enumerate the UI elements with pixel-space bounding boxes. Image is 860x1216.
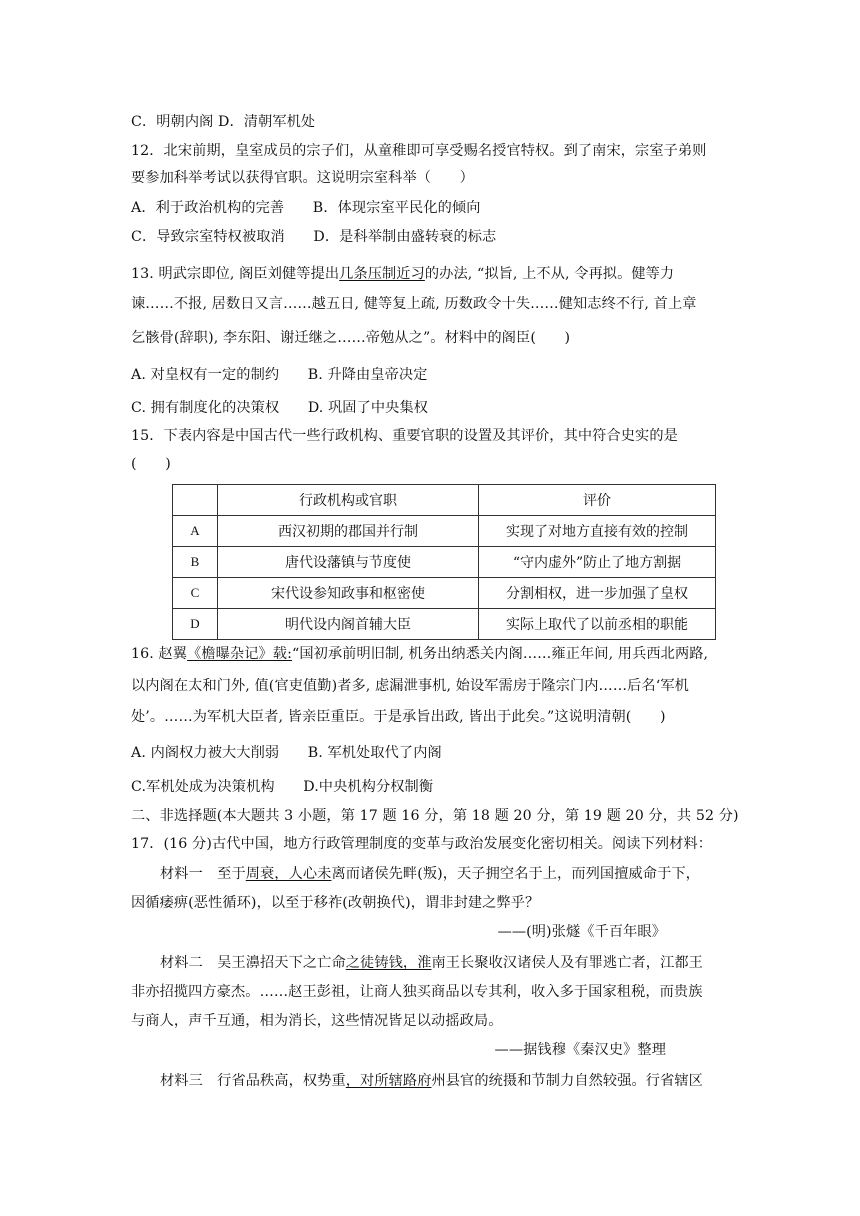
table-cell-evaluation: 分割相权，进一步加强了皇权 — [479, 578, 716, 609]
q16-stem-line2: 以内阁在太和门外, 值(官吏值勤)者多, 虑漏泄事机, 始设军需房于隆宗门内……后名‘军机 — [131, 678, 689, 694]
q13-options-cd: C. 拥有制度化的决策权 D. 巩固了中央集权 — [131, 400, 429, 416]
q17-stem: 17．(16 分)古代中国，地方行政管理制度的变革与政治发展变化密切相关。阅读下列材料： — [131, 836, 713, 852]
table-cell-option: A — [173, 516, 218, 547]
material-one-line2: 因循痿痹(恶性循环)，以至于移祚(改朝换代)，谓非封建之弊乎？ — [131, 895, 540, 911]
table-header-row — [173, 485, 716, 516]
table-cell-institution: 明代设内阁首辅大臣 — [218, 609, 479, 640]
m1-underlined: 周衰，人心未 — [245, 866, 332, 882]
material-two-line1 — [160, 953, 730, 973]
q15-stem-line2: ( ) — [131, 456, 171, 472]
material-one-source: ——(明)张燧《千百年眼》 — [497, 924, 666, 940]
table-header-cell: 行政机构或官职 — [218, 485, 479, 516]
material-two-line3: 与商人，声千互通，相为消长，这些情况皆足以动摇政局。 — [131, 1013, 503, 1029]
q16-options-cd: C.军机处成为决策机构 D.中央机构分权制衡 — [131, 779, 434, 795]
table-row — [173, 609, 716, 640]
m3-underlined: ，对所辖路府 — [345, 1073, 432, 1089]
m2-text-b: 南王长聚收汉诸侯人及有罪逃亡者，江都王 — [431, 955, 703, 971]
q12-options-cd: C．导致宗室特权被取消 D．是科举制由盛转衰的标志 — [131, 229, 497, 245]
q16-options-ab: A. 内阁权力被大大削弱 B. 军机处取代了内阁 — [131, 745, 442, 761]
m3-text-a: 材料三 行省品秩高，权势重 — [160, 1073, 346, 1089]
table-cell-institution: 西汉初期的郡国并行制 — [218, 516, 479, 547]
m1-text-a: 材料一 至于 — [160, 866, 246, 882]
m2-underlined: 之徒铸钱，淮 — [345, 955, 432, 971]
q13-text-b: 的办法, “拟旨, 上不从, 令再拟。健等力 — [424, 266, 675, 282]
q16-stem-line1 — [131, 644, 731, 664]
table-header-cell — [173, 485, 218, 516]
table-cell-evaluation: 实现了对地方直接有效的控制 — [479, 516, 716, 547]
q13-underlined: 几条压制近习 — [339, 266, 425, 282]
q15-stem-line1: 15．下表内容是中国古代一些行政机构、重要官职的设置及其评价，其中符合史实的是 — [131, 428, 678, 444]
q13-stem-line3: 乞骸骨(辞职), 李东阳、谢迁继之……帝勉从之”。材料中的阁臣( ) — [131, 330, 571, 346]
material-two-source: ——据钱穆《秦汉史》整理 — [494, 1042, 666, 1058]
q12-options-ab: A．利于政治机构的完善 B．体现宗室平民化的倾向 — [131, 200, 481, 216]
material-one-line1 — [160, 864, 730, 884]
q16-stem-line3: 处’。……为军机大臣者, 皆亲臣重臣。于是承旨出政, 皆出于此矣。”这说明清朝( ) — [131, 709, 666, 725]
q15-table — [172, 484, 688, 640]
q12-stem-line1: 12．北宋前期，皇室成员的宗子们，从童稚即可享受赐名授官特权。到了南宋，宗室子弟则 — [131, 143, 707, 159]
table-row — [173, 578, 716, 609]
material-three-line1 — [160, 1071, 730, 1091]
table-header-cell: 评价 — [479, 485, 716, 516]
table-cell-option: B — [173, 547, 218, 578]
table-cell-institution: 宋代设参知政事和枢密使 — [218, 578, 479, 609]
table-row — [173, 516, 716, 547]
q13-options-ab: A. 对皇权有一定的制约 B. 升降由皇帝决定 — [131, 367, 428, 383]
q13-text-a: 13. 明武宗即位, 阁臣刘健等提出 — [131, 266, 340, 282]
table-row — [173, 547, 716, 578]
q16-underlined: 《檐曝杂记》载: — [187, 646, 292, 662]
q11-options-cd: C．明朝内阁 D．清朝军机处 — [131, 114, 316, 130]
m3-text-b: 州县官的统摄和节制力自然较强。行省辖区 — [431, 1073, 703, 1089]
q13-stem-line1 — [131, 264, 731, 284]
table-cell-option: C — [173, 578, 218, 609]
m1-text-b: 离而诸侯先畔(叛)，天子拥空名于上，而列国擅威命于下， — [331, 866, 700, 882]
section-two-heading: 二、非选择题(本大题共 3 小题，第 17 题 16 分，第 18 题 20 分，第 19 题 20 分，共 52 分) — [131, 808, 739, 824]
table-cell-option: D — [173, 609, 218, 640]
table-cell-evaluation: “守内虚外”防止了地方割据 — [479, 547, 716, 578]
q15-table-grid — [172, 484, 716, 640]
material-two-line2: 非亦招揽四方豪杰。……赵王彭祖，让商人独买商品以专其利，收入多于国家租税，而贵族 — [131, 984, 703, 1000]
table-cell-evaluation: 实际上取代了以前丞相的职能 — [479, 609, 716, 640]
q13-stem-line2: 谏……不报, 居数日又言……越五日, 健等复上疏, 历数政令十失……健知志终不行, 首上章 — [131, 296, 697, 312]
q16-text-a: 16. 赵翼 — [131, 646, 188, 662]
m2-text-a: 材料二 吴王濞招天下之亡命 — [160, 955, 346, 971]
table-cell-institution: 唐代设藩镇与节度使 — [218, 547, 479, 578]
q12-stem-line2: 要参加科举考试以获得官职。这说明宗室科举（ ） — [131, 170, 474, 186]
q16-text-b: “国初承前明旧制, 机务出纳悉关内阁……雍正年间, 用兵西北两路, — [291, 646, 709, 662]
